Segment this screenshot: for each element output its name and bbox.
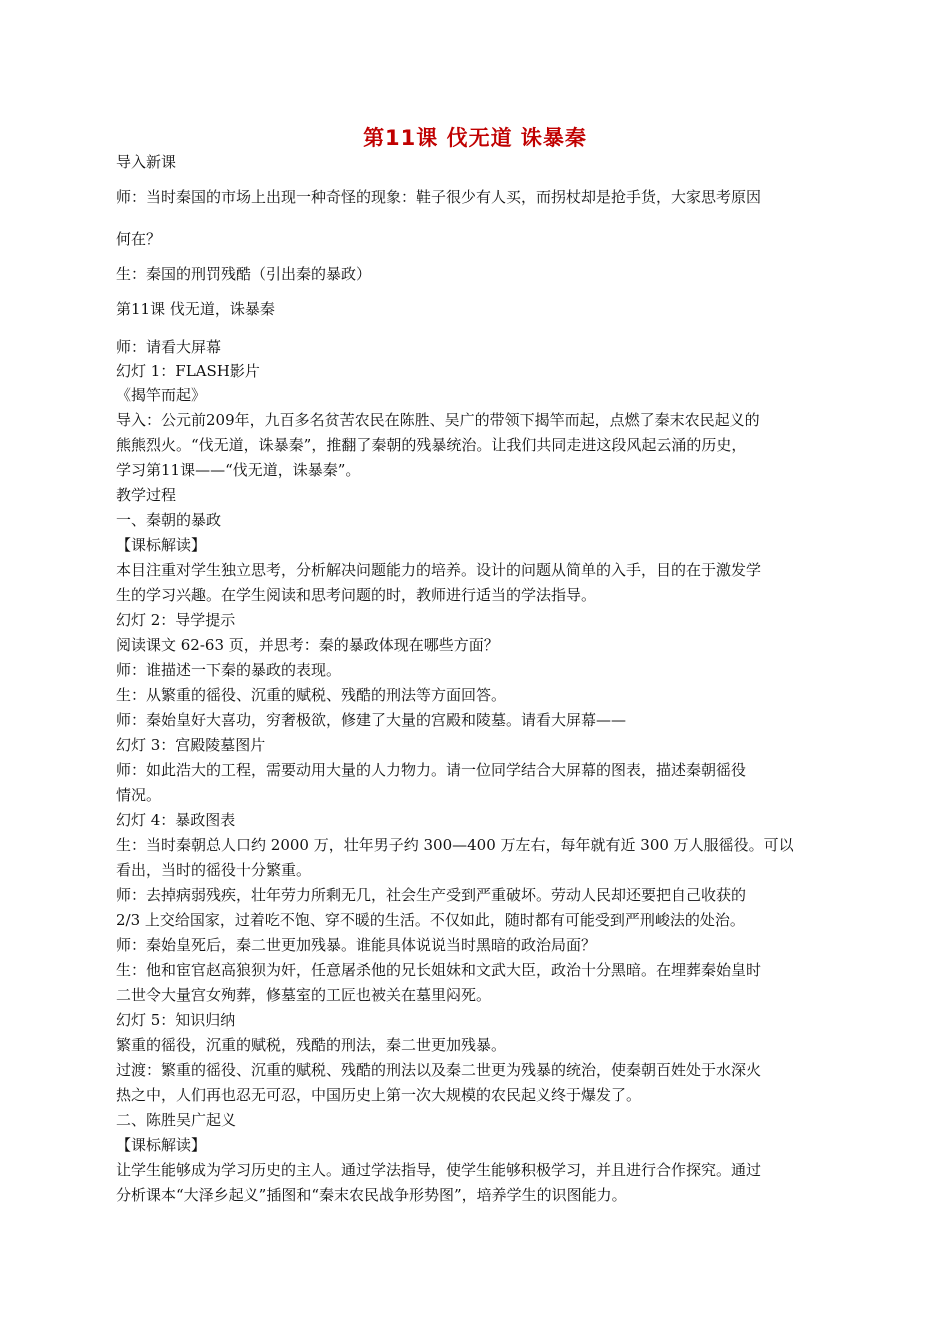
text-line: 导入：公元前209年，九百多名贫苦农民在陈胜、吴广的带领下揭竿而起，点燃了秦末农民起义的	[116, 411, 760, 429]
text-line: 幻灯 2：导学提示	[116, 611, 236, 629]
text-line: 【课标解读】	[116, 536, 207, 554]
text-line: 师：秦始皇好大喜功，穷奢极欲，修建了大量的宫殿和陵墓。请看大屏幕——	[116, 711, 627, 729]
text-line: 师：当时秦国的市场上出现一种奇怪的现象：鞋子很少有人买，而拐杖却是抢手货，大家思考原因	[116, 188, 762, 206]
text-line: 熊熊烈火。“伐无道，诛暴秦”，推翻了秦朝的残暴统治。让我们共同走进这段风起云涌的历史，	[116, 436, 747, 454]
text-line: 《揭竿而起》	[116, 386, 207, 404]
text-line: 看出，当时的徭役十分繁重。	[116, 861, 312, 879]
text-line: 生的学习兴趣。在学生阅读和思考问题的时，教师进行适当的学法指导。	[116, 586, 597, 604]
text-line: 生：他和宦官赵高狼狈为奸，任意屠杀他的兄长姐妹和文武大臣，政治十分黑暗。在埋葬秦始皇时	[116, 961, 762, 979]
text-line: 导入新课	[116, 153, 177, 171]
text-line: 繁重的徭役，沉重的赋税，残酷的刑法，秦二世更加残暴。	[116, 1036, 507, 1054]
text-line: 何在？	[116, 230, 162, 248]
text-line: 教学过程	[116, 486, 177, 504]
text-line: 情况。	[116, 786, 162, 804]
text-line: 生：当时秦朝总人口约 2000 万，壮年男子约 300—400 万左右，每年就有近 300 万人服徭役。可以	[116, 836, 794, 854]
text-line: 2/3 上交给国家，过着吃不饱、穿不暖的生活。不仅如此，随时都有可能受到严刑峻法的处治。	[116, 911, 745, 929]
text-line: 热之中，人们再也忍无可忍，中国历史上第一次大规模的农民起义终于爆发了。	[116, 1086, 642, 1104]
text-line: 幻灯 5：知识归纳	[116, 1011, 236, 1029]
text-line: 让学生能够成为学习历史的主人。通过学法指导，使学生能够积极学习，并且进行合作探究。通过	[116, 1161, 762, 1179]
text-line: 二世令大量宫女殉葬，修墓室的工匠也被关在墓里闷死。	[116, 986, 492, 1004]
text-line: 学习第11课——“伐无道，诛暴秦”。	[116, 461, 361, 479]
text-line: 师：去掉病弱残疾，壮年劳力所剩无几，社会生产受到严重破坏。劳动人民却还要把自己收获的	[116, 886, 747, 904]
text-line: 师：秦始皇死后，秦二世更加残暴。谁能具体说说当时黑暗的政治局面？	[116, 936, 597, 954]
text-line: 阅读课文 62-63 页，并思考：秦的暴政体现在哪些方面？	[116, 636, 499, 654]
text-line: 幻灯 4：暴政图表	[116, 811, 236, 829]
text-line: 师：谁描述一下秦的暴政的表现。	[116, 661, 342, 679]
text-line: 分析课本“大泽乡起义”插图和“秦末农民战争形势图”，培养学生的识图能力。	[116, 1186, 627, 1204]
text-line: 一、秦朝的暴政	[116, 511, 222, 529]
text-line: 生：从繁重的徭役、沉重的赋税、残酷的刑法等方面回答。	[116, 686, 507, 704]
text-line: 【课标解读】	[116, 1136, 207, 1154]
lesson-title: 第11课 伐无道 诛暴秦	[363, 126, 587, 150]
text-line: 二、陈胜吴广起义	[116, 1111, 237, 1129]
text-line: 幻灯 3：宫殿陵墓图片	[116, 736, 266, 754]
text-line: 幻灯 1：FLASH影片	[116, 362, 260, 380]
text-line: 本目注重对学生独立思考，分析解决问题能力的培养。设计的问题从简单的入手，目的在于激发学	[116, 561, 762, 579]
text-line: 第11课 伐无道，诛暴秦	[116, 300, 275, 318]
text-line: 生：秦国的刑罚残酷（引出秦的暴政）	[116, 265, 372, 283]
text-line: 师：请看大屏幕	[116, 338, 222, 356]
text-line: 过渡：繁重的徭役、沉重的赋税、残酷的刑法以及秦二世更为残暴的统治，使秦朝百姓处于水深火	[116, 1061, 762, 1079]
text-line: 师：如此浩大的工程，需要动用大量的人力物力。请一位同学结合大屏幕的图表，描述秦朝徭役	[116, 761, 747, 779]
